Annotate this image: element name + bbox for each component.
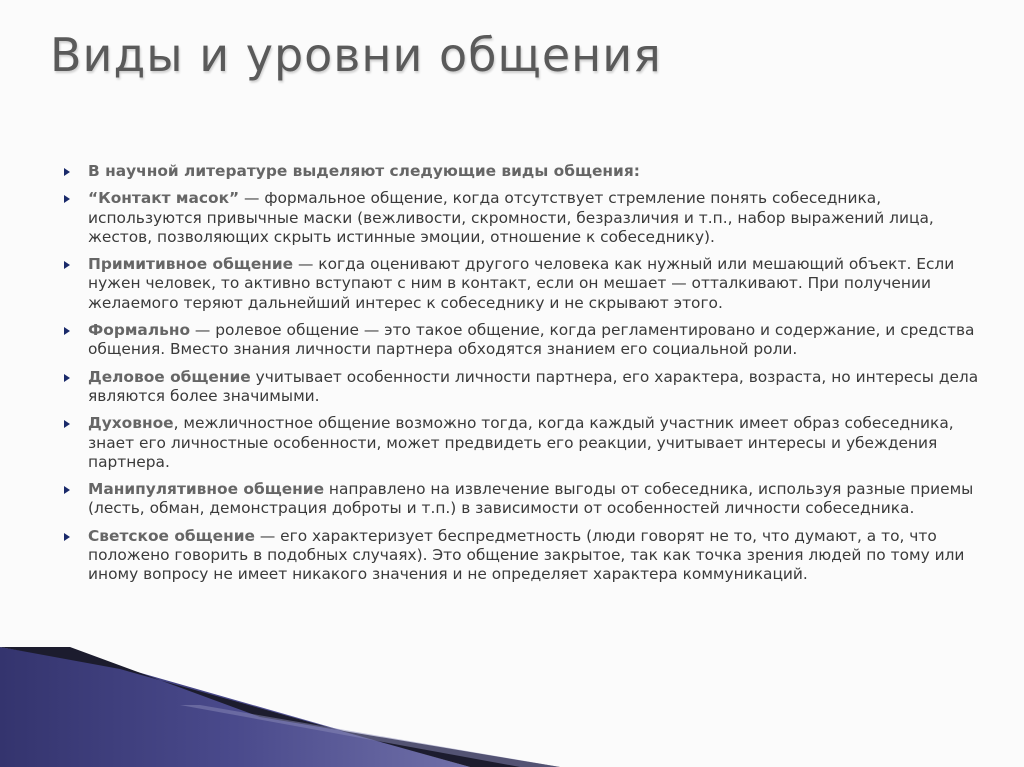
bullet-arrow-icon [64,420,70,428]
bullet-arrow-icon [64,195,70,203]
item-text: — ролевое общение — это такое общение, когда регламентировано и содержание, и средства общения. Вместо знания личности партнера обходятся знанием его социальной роли. [88,321,975,359]
bullet-arrow-icon [64,486,70,494]
list-item [62,255,982,313]
item-text: направлено на извлечение выгоды от собеседника, используя разные приемы (лесть, обман, демонстрация доброты и т.п.) в зависимости от особенностей личности собеседника. [88,480,974,518]
bullet-arrow-icon [64,374,70,382]
bullet-arrow-icon [64,327,70,335]
bullet-list [62,162,982,593]
list-item [62,480,982,519]
item-term: Деловое общение [88,367,251,386]
item-text: учитывает особенности личности партнера, его характера, возраста, но интересы дела являются более значимыми. [88,367,979,405]
list-item [62,414,982,472]
item-text: — когда оценивают другого человека как нужный или мешающий объект. Если нужен человек, то активно вступают с ним в контакт, если он мешает — отталкивают. При получении желаемого теряют дальнейший интерес к собеседнику и не скрывают этого. [88,255,955,312]
item-term: Духовное [88,414,174,433]
list-item [62,527,982,585]
item-term: Светское общение [88,526,255,545]
item-term: Формально [88,321,191,340]
bullet-arrow-icon [64,168,70,176]
list-item [62,368,982,407]
list-item [62,162,982,181]
intro-text: В научной литературе выделяют следующие виды общения: [88,162,640,180]
item-text: — формальное общение, когда отсутствует стремление понять собеседника, используются привычные маски (вежливости, скромности, безразличия и т.п., набор выражений лица, жестов, позволяющих скрыть истинные эмоции, отношение к собеседнику). [88,189,934,246]
list-item [62,321,982,360]
list-item [62,189,982,247]
item-text: — его характеризует беспредметность (люди говорят не то, что думают, а то, что положено говорить в подобных случаях). Это общение закрытое, так как точка зрения людей по тому или иному вопросу не имеет никакого значения и не определяет характера коммуникаций. [88,526,965,584]
bullet-arrow-icon [64,533,70,541]
decorative-footer-band [0,647,1024,767]
item-term: “Контакт масок” [88,189,240,208]
item-term: Манипулятивное общение [88,480,325,499]
slide-title: Виды и уровни общения [50,28,662,82]
item-text: , межличностное общение возможно тогда, когда каждый участник имеет образ собеседника, знает его личностные особенности, может предвидеть его реакции, учитывает интересы и убеждения партнера. [88,414,954,471]
item-term: Примитивное общение [88,255,294,274]
bullet-arrow-icon [64,261,70,269]
